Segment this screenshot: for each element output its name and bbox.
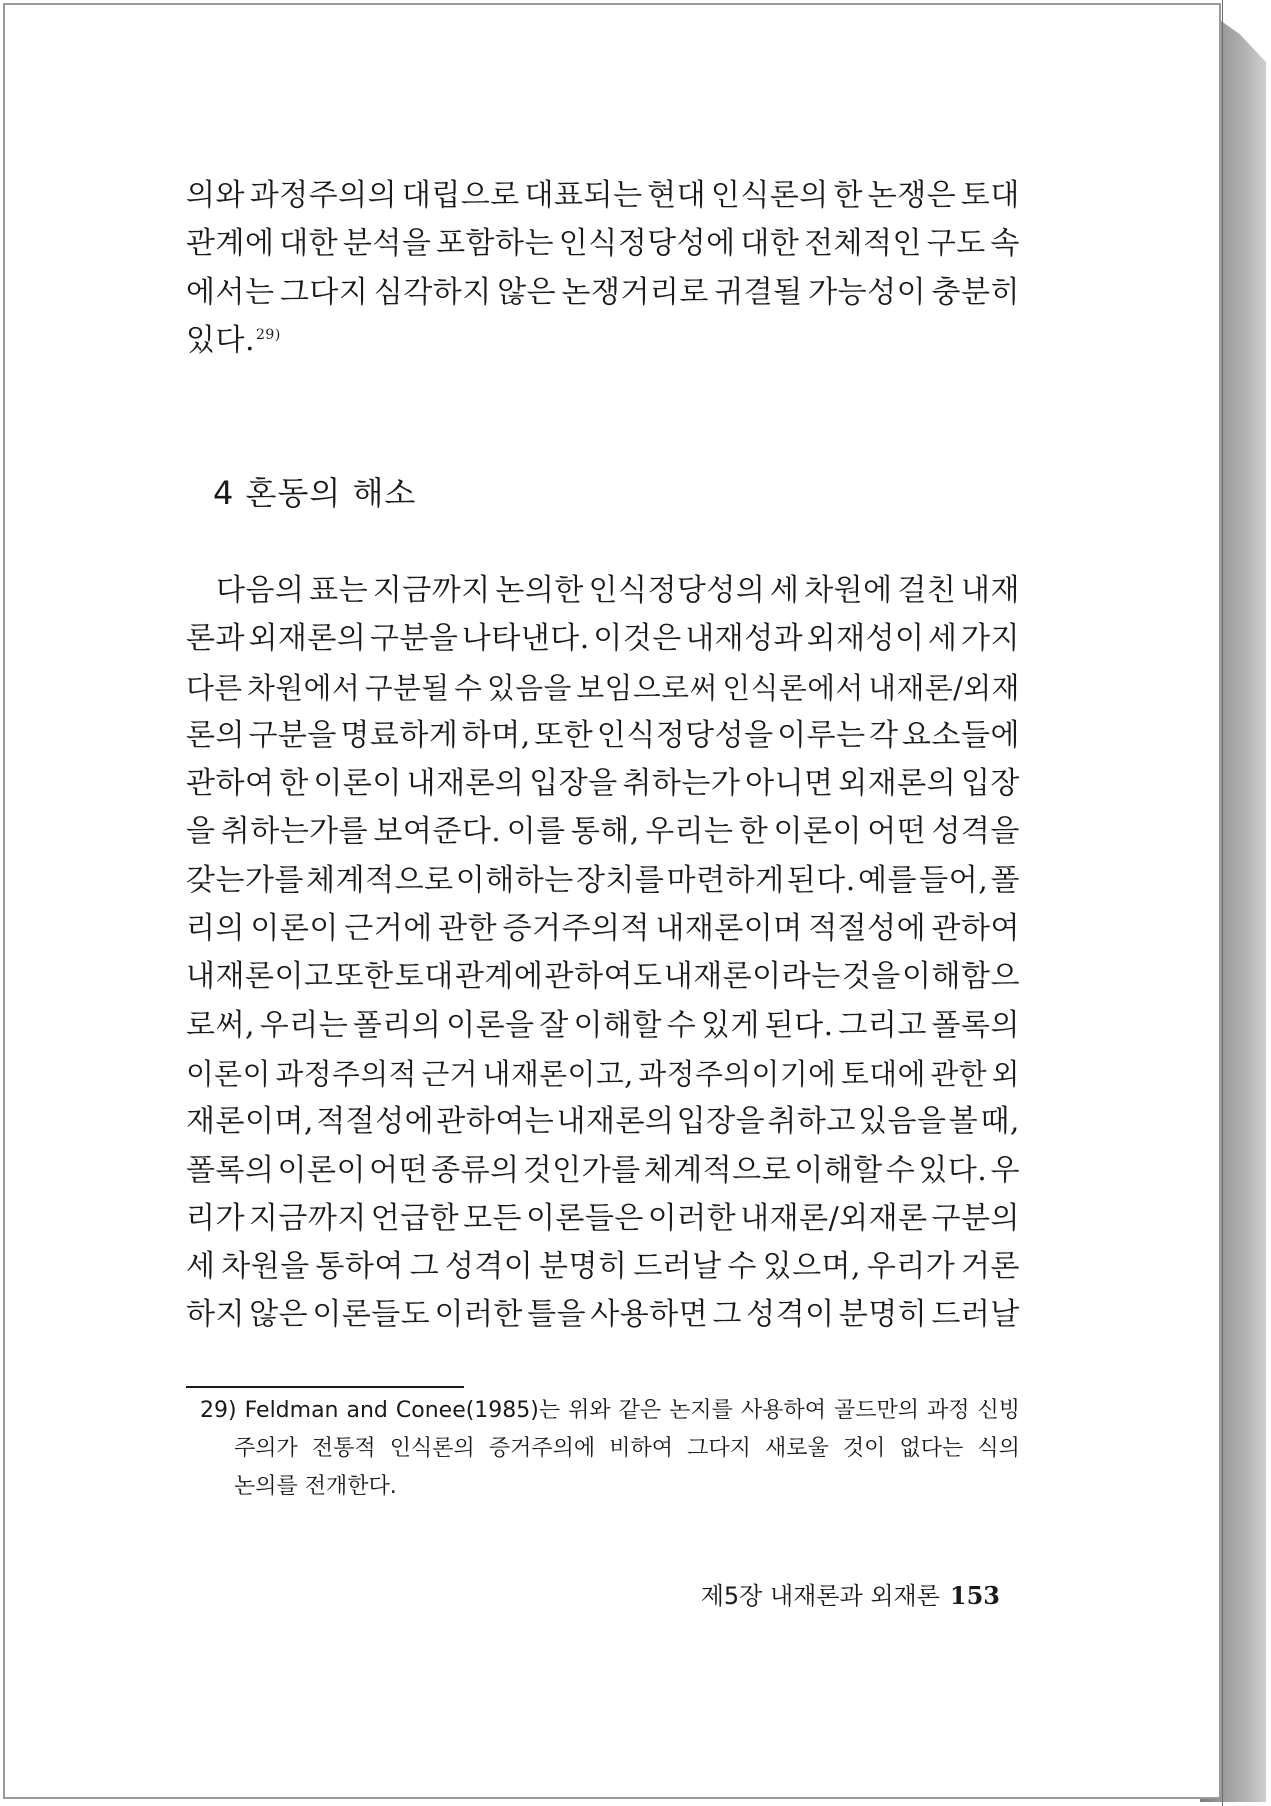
word: 이를 <box>506 814 566 850</box>
word: 우리는 <box>259 1007 349 1043</box>
word: 차원을 <box>221 1249 310 1285</box>
word: 폴리의 <box>352 1007 442 1043</box>
word: 내재성과 <box>685 621 804 657</box>
word: 걸친 <box>897 573 957 608</box>
word: 이것은 <box>593 621 682 657</box>
word: 한 <box>279 766 309 802</box>
word: 주의가 <box>234 1436 298 1461</box>
word: 요소들에 <box>902 717 1020 753</box>
word: 드러날 <box>633 1249 722 1285</box>
word: 현대 <box>647 178 707 213</box>
text-line <box>186 220 1020 268</box>
word: 그다지 <box>687 1436 751 1461</box>
word: 이해함으 <box>902 959 1020 995</box>
word: 같은 <box>618 1398 662 1423</box>
word: 이러한 <box>647 1200 737 1236</box>
word: 인식정당성에 <box>558 226 736 262</box>
word: 관하여 <box>186 766 275 802</box>
word: 한 <box>833 178 863 213</box>
word: 체계적으로 <box>643 1152 792 1188</box>
word: 어떤 <box>867 814 927 850</box>
word: 관하여 <box>931 911 1020 947</box>
word: 논쟁거리로 <box>561 274 709 310</box>
word: 한 <box>738 814 769 850</box>
word: 관계에 <box>186 226 275 262</box>
word: 성격이 <box>746 1297 835 1333</box>
line-text: 있다. <box>186 322 255 358</box>
word: 과정주의의 <box>249 178 398 213</box>
word: 어떤 <box>369 1152 429 1188</box>
word: 사용하면 <box>590 1297 709 1333</box>
word: 하지 <box>186 1297 245 1333</box>
text-line <box>186 1050 1020 1098</box>
word: 잘 <box>539 1007 569 1043</box>
word: 내재론의 <box>556 1104 675 1140</box>
running-footer <box>686 1576 1000 1611</box>
word: 것이 <box>842 1436 886 1461</box>
word: 입장 <box>960 766 1020 802</box>
footnote-text: 논의를 전개한다. <box>234 1474 397 1499</box>
word: 논쟁은 <box>867 178 957 213</box>
text-line <box>186 1243 1020 1291</box>
word: 이론이 <box>186 1056 271 1091</box>
word: 골드만의 <box>833 1398 919 1423</box>
word: 이러한 <box>434 1297 523 1333</box>
word: 관한 <box>438 911 498 947</box>
word: 인식정당성을 <box>596 717 774 753</box>
word: 전체적인 <box>804 226 922 262</box>
word: 인식론의 <box>389 1436 475 1461</box>
word: 론과 <box>186 621 245 657</box>
word: 수 <box>454 670 483 705</box>
word: 심각하지 <box>373 274 492 310</box>
text-line <box>186 317 1020 365</box>
word: 식의 <box>977 1436 1020 1461</box>
word: 이해할 <box>794 1152 883 1188</box>
word: 그 <box>409 1249 440 1285</box>
word: 과정주의이기에 <box>638 1056 837 1091</box>
word: 분명히 <box>539 1249 628 1285</box>
word: 증거주의에 <box>488 1436 596 1461</box>
word: 논의한 <box>495 573 584 608</box>
word: 명료하게 <box>340 717 459 753</box>
word: 보여준다. <box>373 814 502 850</box>
word: 우리가 <box>866 1249 956 1285</box>
word: 이해할 <box>573 1007 662 1043</box>
word: 우리는 <box>645 814 734 850</box>
word: 폴록의 <box>186 1152 275 1188</box>
word: 이루는 <box>777 717 866 753</box>
word: 대립으로 <box>401 178 520 213</box>
word: 거론 <box>961 1249 1020 1285</box>
word: 있음을 <box>858 1104 947 1140</box>
word: 하며, <box>461 717 531 753</box>
word: 내재론의 <box>406 766 525 802</box>
word: 이론이 <box>773 814 862 850</box>
word: 적절성에 <box>316 1104 435 1140</box>
word: Feldman <box>244 1398 339 1423</box>
text-line <box>186 1195 1020 1243</box>
word: and <box>346 1398 388 1423</box>
word: 수 <box>885 1152 916 1188</box>
word: 리가 <box>186 1200 245 1236</box>
word: 관한 <box>930 1056 988 1091</box>
word: 다른 <box>186 670 243 705</box>
word: 분명히 <box>838 1297 928 1333</box>
word: 표는 <box>309 573 369 608</box>
text-line <box>186 567 1020 615</box>
page-number: 153 <box>949 1581 1000 1610</box>
word: 아니면 <box>745 766 834 802</box>
footnote-line <box>200 1430 1020 1468</box>
word: 내재론이고 <box>186 959 334 995</box>
word: 전통적 <box>311 1436 376 1461</box>
word: 각 <box>869 717 899 753</box>
word: 29) <box>200 1398 237 1423</box>
word: 새로울 <box>765 1436 829 1461</box>
word: 성격이 <box>444 1249 534 1285</box>
chapter-title: 제5장 내재론과 외재론 <box>700 1582 940 1610</box>
word: 차원에서 <box>247 670 361 705</box>
word: 대한 <box>279 226 339 262</box>
word: 이론이 <box>313 766 402 802</box>
word: 대한 <box>740 226 800 262</box>
word: 이해하는 <box>455 862 574 898</box>
footnote <box>200 1392 1020 1506</box>
word: 비하여 <box>609 1436 674 1461</box>
section-heading: 4 혼동의 해소 <box>213 474 417 512</box>
word: 취하는가 <box>622 766 741 802</box>
word: 지금까지 <box>372 573 491 608</box>
word: 분석을 <box>342 226 432 262</box>
word: 우 <box>990 1152 1020 1188</box>
word: 않은 <box>497 274 557 310</box>
word: 그 <box>712 1297 742 1333</box>
word: 토대 <box>394 959 454 995</box>
word: 틀을 <box>527 1297 587 1333</box>
word: 통해, <box>570 814 640 850</box>
word: 또한 <box>534 717 594 753</box>
word: 재론이며, <box>186 1104 314 1140</box>
word: 보임으로써 <box>576 670 718 705</box>
word: 외재론의 <box>248 621 367 657</box>
footnote-line <box>200 1468 1020 1506</box>
word: 갖는가를 <box>186 862 304 898</box>
word: 있음을 <box>486 670 572 705</box>
word: 이론들은 <box>525 1200 644 1236</box>
word: 을 <box>186 814 216 850</box>
footnote-line <box>200 1392 1020 1430</box>
word: 구분을 <box>248 717 337 753</box>
word: 관하여는 <box>436 1104 555 1140</box>
word: 폴록의 <box>931 1007 1020 1043</box>
top-paragraph <box>186 172 1020 365</box>
text-line <box>186 1291 1020 1339</box>
word: 이론들도 <box>312 1297 431 1333</box>
text-line <box>186 1147 1020 1195</box>
word: 예를 <box>858 862 917 898</box>
word: 충분히 <box>931 274 1020 310</box>
word: 포함하는 <box>436 226 554 262</box>
word: 나타낸다. <box>461 621 590 657</box>
word: 내재론/외재론 <box>740 1200 928 1236</box>
word: 구분의 <box>931 1200 1020 1236</box>
word: 폴 <box>990 862 1020 898</box>
text-line <box>186 269 1020 317</box>
text-line <box>186 615 1020 663</box>
word: 이론을 <box>446 1007 535 1043</box>
word: 구분을 <box>369 621 459 657</box>
word: 수 <box>727 1249 757 1285</box>
word: 내재론/외재 <box>868 670 1020 705</box>
footnote-divider <box>186 1386 464 1388</box>
word: 수 <box>666 1007 697 1043</box>
word: 적절성에 <box>808 911 927 947</box>
word: Conee(1985)는 <box>395 1398 561 1423</box>
word: 근거에 <box>344 911 433 947</box>
footnote-reference[interactable]: 29) <box>256 326 281 343</box>
text-line <box>186 760 1020 808</box>
word: 토대 <box>960 178 1020 213</box>
word: 가능성이 <box>808 274 927 310</box>
word: 과정주의적 <box>275 1056 417 1091</box>
word: 들어, <box>919 862 989 898</box>
word: 그리고 <box>838 1007 927 1043</box>
word: 있다. <box>918 1152 988 1188</box>
word: 있으며, <box>762 1249 862 1285</box>
word: 볼 <box>948 1104 979 1140</box>
word: 과정 <box>926 1398 970 1423</box>
word: 세 <box>770 573 800 608</box>
text-line <box>186 1098 1020 1146</box>
word: 대표되는 <box>524 178 643 213</box>
word: 이론이 <box>277 1152 366 1188</box>
word: 에서는 <box>186 274 275 310</box>
word: 언급한 <box>370 1200 460 1236</box>
word: 리의 <box>186 911 245 947</box>
text-line <box>186 857 1020 905</box>
word: 내재 <box>960 573 1020 608</box>
word: 것을 <box>841 959 901 995</box>
word: 가지 <box>960 621 1020 657</box>
text-line <box>186 808 1020 856</box>
word: 체계적으로 <box>306 862 454 898</box>
word: 종류의 <box>431 1152 520 1188</box>
word: 장치를 <box>575 862 665 898</box>
word: 이론이 <box>250 911 339 947</box>
word: 다음의 <box>216 573 305 608</box>
word: 구도 <box>926 226 986 262</box>
page-edge-line <box>1222 0 1223 1806</box>
word: 세 <box>186 1249 216 1285</box>
word: 내재론이며 <box>655 911 803 947</box>
text-line <box>186 953 1020 1001</box>
text-line <box>186 664 1020 712</box>
main-paragraph <box>186 567 1020 1340</box>
text-line <box>186 1002 1020 1050</box>
word: 입장을 <box>676 1104 766 1140</box>
word: 차원에 <box>804 573 893 608</box>
word: 인식론에서 <box>722 670 864 705</box>
word: 된다. <box>764 1007 834 1043</box>
word: 구분될 <box>364 670 450 705</box>
word: 관계에 <box>454 959 544 995</box>
text-line <box>186 172 1020 220</box>
word: 세 <box>928 621 958 657</box>
word: 마련하게 <box>666 862 785 898</box>
word: 근거 <box>421 1056 479 1091</box>
word: 귀결될 <box>714 274 803 310</box>
word: 외 <box>991 1056 1020 1091</box>
word: 성격을 <box>931 814 1020 850</box>
text-line <box>186 905 1020 953</box>
word: 내재론이라는 <box>663 959 841 995</box>
word: 입장을 <box>529 766 618 802</box>
word: 인식정당성의 <box>588 573 766 608</box>
word: 관하여도 <box>544 959 663 995</box>
word: 외재론의 <box>838 766 957 802</box>
word: 것인가를 <box>522 1152 641 1188</box>
text-line <box>186 712 1020 760</box>
word: 론의 <box>186 717 245 753</box>
word: 인식론의 <box>710 178 829 213</box>
word: 없다는 <box>899 1436 964 1461</box>
word: 통하여 <box>315 1249 404 1285</box>
word: 않은 <box>249 1297 309 1333</box>
word: 때, <box>980 1104 1020 1140</box>
word: 취하고 <box>767 1104 856 1140</box>
word: 그다지 <box>279 274 369 310</box>
word: 의와 <box>186 178 245 213</box>
word: 모든 <box>463 1200 523 1236</box>
word: 된다. <box>786 862 856 898</box>
word: 있게 <box>700 1007 760 1043</box>
word: 드러날 <box>931 1297 1020 1333</box>
word: 지금까지 <box>248 1200 367 1236</box>
word: 로써, <box>186 1007 255 1043</box>
word: 증거주의적 <box>502 911 650 947</box>
word: 외재성이 <box>806 621 925 657</box>
word: 논지를 <box>669 1398 733 1423</box>
word: 내재론이고, <box>482 1056 634 1091</box>
word: 취하는가를 <box>220 814 369 850</box>
word: 위와 <box>568 1398 611 1423</box>
word: 또한 <box>334 959 394 995</box>
word: 신빙 <box>977 1398 1020 1423</box>
word: 토대에 <box>841 1056 926 1091</box>
word: 사용하여 <box>740 1398 826 1423</box>
word: 속 <box>990 226 1020 262</box>
